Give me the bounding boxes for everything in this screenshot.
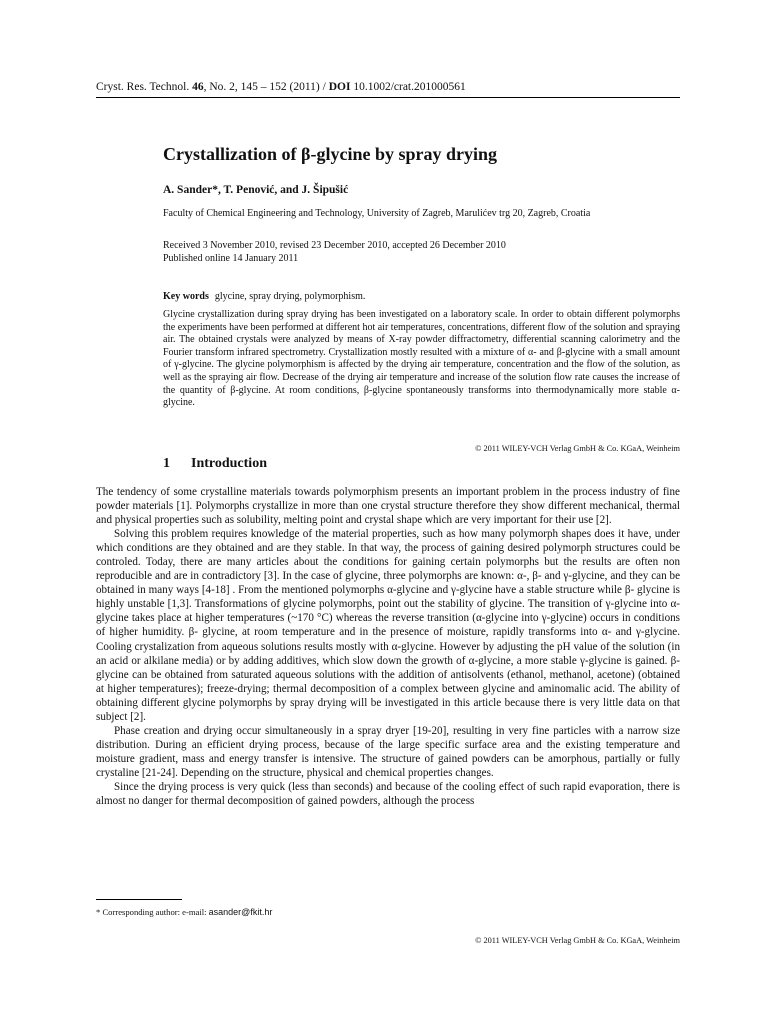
abstract-text: Glycine crystallization during spray drying has been investigated on a laboratory scale. In order to obtain different polymorphs the experiments have been performed at different hot air temperatures, concentrations, different flow of the solution and spraying air. The obtained crystals were analyzed by means of X-ray powder diffractometry, differential scanning calorimetry and the Fourier transform infrared spectrometry. Crystallization mostly resulted with a mixture of α- and β-glycine with a small amount of γ-glycine. The glycine polymorphism is affected by the drying air temperature, concentration and the flow of the solution, as well as the spraying air flow. Decrease of the drying air temperature and increase of the solution flow rate causes the increase of the quantity of β-glycine. At room conditions, β-glycine spontaneously transforms into thermodynamically more stable α-glycine. — [163, 309, 680, 409]
keywords-list: glycine, spray drying, polymorphism. — [214, 291, 366, 302]
doi-label: DOI — [328, 81, 351, 93]
introduction-body — [96, 485, 680, 808]
article-authors: A. Sander*, T. Penović, and J. Šipušić — [163, 184, 349, 196]
abstract-copyright: © 2011 WILEY-VCH Verlag GmbH & Co. KGaA, Weinheim — [475, 444, 680, 453]
published-date: Published online 14 January 2011 — [163, 252, 299, 264]
corresponding-author-footnote — [96, 906, 272, 918]
article-title: Crystallization of β-glycine by spray drying — [163, 144, 497, 164]
body-paragraph: Solving this problem requires knowledge of the material properties, such as how many polymorph shapes does it have, under which conditions are they obtained and are they stable. In that way, the process of gaining desired polymorph structures could be controled. Today, there are many articles about the conditions for gaining certain polymorphs but the results are often non reproducible and are in contradictory [3]. In the case of glycine, three polymorphs are known: α-, β- and γ-glycine, and they can be obtained in many ways [4-18] . From the mentioned polymorphs α-glycine and γ-glycine have a stable structure while β- glycine is highly unstable [1,3]. Transformations of glycine polymorphs, point out the stability of glycine. The transition of γ-glycine into α-glycine takes place at higher temperatures (~170 °C) whereas the reverse transition (α-glycine into γ-glycine) occurs in conditions of higher humidity. β- glycine, at room temperature and in the presence of moisture, rapidly transforms into α- and γ-glycine. Cooling crystalization from aqueous solutions results mostly with α-glycine. However by adjusting the pH value of the solution (in an acid or alkilane media) or by adding additives, which slow down the growth of α-glycine, a more stable γ-glycine is gained. β- glycine can be obtained from saturated aqueous solutions with the addition of antisolvents (ethanol, methanol, acetone) (obtained at higher temperatures); freeze-drying; thermal decomposition of a complex between glycine and aminomalic acid. The ability of obtaining different glycine polymorphs by spray drying will be investigated in this article because there is very little data on that subject [2]. — [96, 528, 680, 723]
author-affiliation: Faculty of Chemical Engineering and Technology, University of Zagreb, Marulićev trg 20, Zagreb, Croatia — [163, 208, 591, 219]
journal-issue-pages: , No. 2, 145 – 152 (2011) / — [203, 81, 329, 93]
footnote-text: * Corresponding author: e-mail: — [96, 907, 209, 917]
article-dates — [163, 240, 506, 265]
page-footer-copyright: © 2011 WILEY-VCH Verlag GmbH & Co. KGaA, Weinheim — [475, 936, 680, 945]
journal-volume: 46 — [192, 81, 204, 93]
section-heading-introduction — [163, 455, 267, 473]
keywords-line — [163, 290, 365, 303]
section-title: Introduction — [191, 456, 267, 471]
body-paragraph: Since the drying process is very quick (less than seconds) and because of the cooling effect of such rapid evaporation, there is almost no danger for thermal decomposition of gained powders, although the process — [96, 780, 680, 808]
doi-value[interactable]: 10.1002/crat.201000561 — [350, 81, 466, 93]
author-email-link[interactable]: asander@fkit.hr — [208, 907, 273, 917]
journal-prefix: Cryst. Res. Technol. — [96, 81, 193, 93]
body-paragraph: Phase creation and drying occur simultaneously in a spray dryer [19-20], resulting in very fine particles with a narrow size distribution. During an efficient drying process, because of the large specific surface area and the existing temperature and moisture gradient, mass and energy transfer is intensive. The structure of gained powders can be amorphous, partially or fully crystaline [21-24]. Depending on the structure, physical and chemical properties changes. — [96, 724, 680, 779]
body-paragraph: The tendency of some crystalline materials towards polymorphism presents an important problem in the process industry of fine powder materials [1]. Polymorphs crystallize in more than one crystal structure therefore they show different mechanical, thermal and physical properties such as solubility, melting point and crystal shape which are very important for their use [2]. — [96, 486, 680, 527]
journal-citation-line — [96, 80, 680, 98]
keywords-label: Key words — [163, 291, 209, 302]
section-number: 1 — [163, 456, 170, 471]
footnote-divider — [96, 899, 182, 900]
received-dates: Received 3 November 2010, revised 23 December 2010, accepted 26 December 2010 — [163, 240, 506, 251]
